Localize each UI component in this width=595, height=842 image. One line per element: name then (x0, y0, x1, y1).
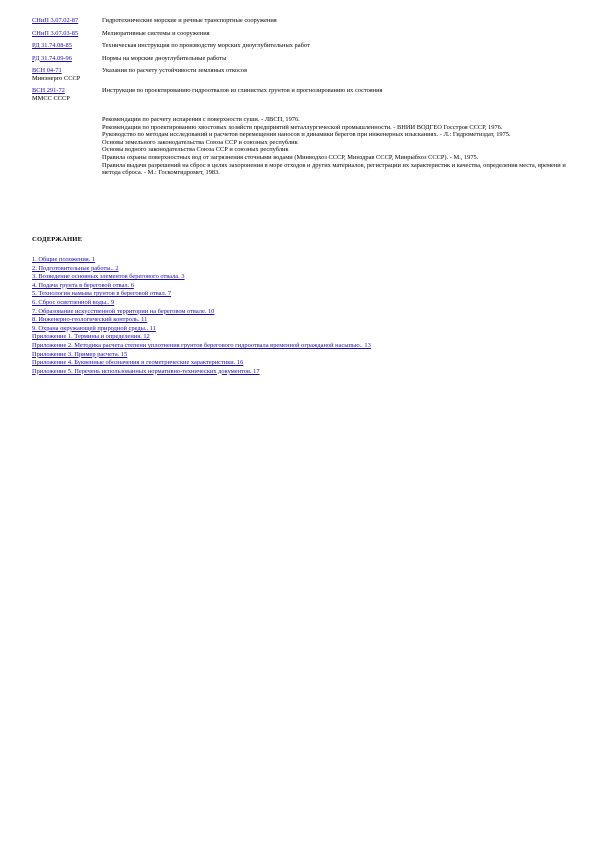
toc-link[interactable]: 7. Образование искусственной территории на береговом отвале. 10 (32, 307, 215, 315)
references-list (102, 116, 572, 177)
document-title: Техническая инструкция по производству морских дноуглубительных работ (102, 42, 310, 49)
toc-heading: СОДЕРЖАНИЕ (32, 236, 83, 243)
toc-link[interactable]: 1. Общие положения. 1 (32, 256, 96, 263)
document-title: Указания по расчету устойчивости земляных откосов (102, 67, 248, 74)
document-code-link[interactable]: СНиП 3.07.02-87 (32, 17, 79, 24)
document-row (32, 87, 572, 107)
reference-item: Рекомендации по расчету испарения с поверхности суши. - ЛВСП, 1976. (102, 116, 300, 123)
reference-item: Руководство по методам исследований и расчетов перемещения наносов и динамики берегов при инженерных изысканиях. - Л.: Гидрометиздат, 1975. (102, 131, 511, 139)
toc-link[interactable]: 2. Подготовительные работы.. 2 (32, 264, 119, 272)
document-row (32, 30, 572, 43)
toc-link[interactable]: Приложение 5. Перечень использованных нормативно-технических документов. 17 (32, 367, 260, 375)
reference-item: Основы земельного законодательства Союза ССР и союзных республик (102, 138, 298, 146)
toc-link[interactable]: Приложение 3. Пример расчета. 15 (32, 350, 128, 358)
document-code-cell (32, 67, 102, 87)
document-code-link[interactable]: РД 31.74.09-96 (32, 54, 72, 62)
toc-link[interactable]: Приложение 1. Термины и определения. 12 (32, 333, 150, 341)
reference-item: Рекомендации по проектированию хвостовых хозяйств предприятий металлургической промышленности. - ВНИИ ВОДГЕО Госстроя СССР, 1976. (102, 123, 503, 131)
document-org: ММСС СССР (32, 94, 70, 102)
document-title: Нормы на морские дноуглубительные работы (102, 54, 227, 62)
document-code-link[interactable]: ВСН 291-72 (32, 87, 65, 94)
document-code-cell (32, 30, 102, 43)
document-code-cell (32, 55, 102, 68)
reference-item: Правила выдачи разрешений на сброс в целях захоронения в море отходов и других материалов, регистрации их характеристик и качества, определения места, времени и метода сброса. - М.: Госкомгидромет, 1983. (102, 161, 566, 177)
document-code-link[interactable]: ВСН 04-71 (32, 67, 62, 74)
table-of-contents (32, 256, 472, 376)
toc-link[interactable]: 6. Сброс осветленной воды.. 9 (32, 298, 115, 306)
toc-link[interactable]: 4. Подача грунта в береговой отвал. 6 (32, 281, 134, 289)
document-row (32, 67, 572, 87)
document-title: Мелиоративные системы и сооружения (102, 29, 210, 37)
toc-link[interactable]: 8. Инженерно-геологический контроль. 11 (32, 316, 148, 324)
reference-item: Основы водного законодательства Союза ССР и союзных республик (102, 146, 289, 154)
toc-link[interactable]: Приложение 2. Методика расчета степени уплотнения грунтов берегового гидроотвала временной огражданой насыпью.. 13 (32, 341, 371, 349)
document-code-link[interactable]: СНиП 3.07.03-85 (32, 29, 79, 37)
document-title: Гидротехнические морские и речные транспортные сооружения (102, 17, 277, 24)
toc-link[interactable]: 9. Охрана окружающей природной среды.. 11 (32, 324, 156, 332)
document-code-cell (32, 17, 102, 30)
toc-link[interactable]: 3. Возведение основных элементов берегового отвала. 3 (32, 273, 185, 281)
document-code-cell (32, 87, 102, 107)
document-row (32, 55, 572, 68)
normative-documents-table (32, 17, 572, 107)
document-row (32, 17, 572, 30)
toc-link[interactable]: Приложение 4. Буквенные обозначения и геометрические характеристики. 16 (32, 359, 244, 367)
document-title: Инструкция по проектированию гидроотвалов из глинистых грунтов и прогнозированию их состояния (102, 87, 383, 94)
document-code-link[interactable]: РД 31.74.08-85 (32, 42, 72, 49)
document-org: Минэнерго СССР (32, 74, 81, 82)
toc-link[interactable]: 5. Технология намыва грунтов в береговой отвал. 7 (32, 290, 172, 298)
document-row (32, 42, 572, 55)
document-code-cell (32, 42, 102, 55)
reference-item: Правила охраны поверхностных вод от загрязнения сточными водами (Минводхоз СССР, Минздрав СССР, Минрыбхоз СССР). - М., 1975. (102, 153, 479, 161)
